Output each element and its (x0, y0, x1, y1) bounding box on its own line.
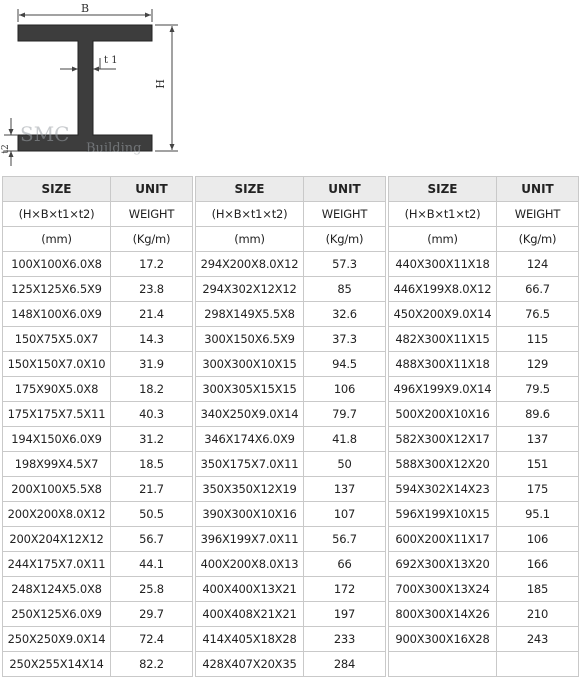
size-cell: 582X300X12X17 (389, 427, 497, 452)
weight-cell: 82.2 (111, 652, 193, 677)
unit-header: UNIT (304, 177, 386, 202)
weight-cell: 66 (304, 552, 386, 577)
size-cell: 446X199X8.0X12 (389, 277, 497, 302)
header-row-title (3, 177, 579, 202)
size-cell: 200X100X5.5X8 (3, 477, 111, 502)
weight-cell: 233 (304, 627, 386, 652)
size-cell: 200X204X12X12 (3, 527, 111, 552)
header-row-dims (3, 202, 579, 227)
weight-cell: 151 (497, 452, 579, 477)
table-row (3, 352, 579, 377)
size-cell: 600X200X11X17 (389, 527, 497, 552)
weight-cell: 85 (304, 277, 386, 302)
weight-cell: 76.5 (497, 302, 579, 327)
weight-cell: 50 (304, 452, 386, 477)
size-cell: 346X174X6.0X9 (196, 427, 304, 452)
size-cell: 248X124X5.0X8 (3, 577, 111, 602)
size-cell: 150X75X5.0X7 (3, 327, 111, 352)
t1-label: t 1 (104, 55, 118, 66)
weight-cell: 17.2 (111, 252, 193, 277)
t1-dim-arrow-left (72, 67, 78, 72)
size-cell: 300X300X10X15 (196, 352, 304, 377)
weight-cell: 107 (304, 502, 386, 527)
size-cell: 450X200X9.0X14 (389, 302, 497, 327)
table-row (3, 427, 579, 452)
weight-cell: 57.3 (304, 252, 386, 277)
weight-cell: 175 (497, 477, 579, 502)
table-row (3, 402, 579, 427)
weight-cell: 72.4 (111, 627, 193, 652)
weight-cell: 40.3 (111, 402, 193, 427)
kgm-header: (Kg/m) (497, 227, 579, 252)
size-cell: 200X200X8.0X12 (3, 502, 111, 527)
table-row (3, 252, 579, 277)
table-row (3, 602, 579, 627)
weight-cell: 137 (497, 427, 579, 452)
watermark-building: Building (86, 141, 142, 156)
size-cell: 198X99X4.5X7 (3, 452, 111, 477)
size-cell: 588X300X12X20 (389, 452, 497, 477)
weight-cell: 79.7 (304, 402, 386, 427)
size-cell (389, 652, 497, 677)
weight-cell: 31.9 (111, 352, 193, 377)
table-row (3, 277, 579, 302)
weight-cell: 56.7 (111, 527, 193, 552)
h-dim-arrow-bottom (170, 144, 175, 150)
size-cell: 482X300X11X15 (389, 327, 497, 352)
size-cell: 596X199X10X15 (389, 502, 497, 527)
header-row-units (3, 227, 579, 252)
size-cell: 250X125X6.0X9 (3, 602, 111, 627)
size-cell: 428X407X20X35 (196, 652, 304, 677)
weight-cell: 124 (497, 252, 579, 277)
weight-cell: 21.4 (111, 302, 193, 327)
h-beam-cross-section (0, 0, 579, 174)
h-dim-arrow-top (170, 26, 175, 32)
size-cell: 390X300X10X16 (196, 502, 304, 527)
size-cell: 350X175X7.0X11 (196, 452, 304, 477)
dims-header: (H×B×t1×t2) (389, 202, 497, 227)
weight-cell: 23.8 (111, 277, 193, 302)
table-row (3, 627, 579, 652)
weight-cell: 56.7 (304, 527, 386, 552)
size-cell: 125X125X6.5X9 (3, 277, 111, 302)
size-cell: 300X150X6.5X9 (196, 327, 304, 352)
weight-cell: 185 (497, 577, 579, 602)
weight-cell: 25.8 (111, 577, 193, 602)
weight-cell: 197 (304, 602, 386, 627)
watermark-smc: SMC (20, 122, 70, 146)
size-cell: 194X150X6.0X9 (3, 427, 111, 452)
size-cell: 414X405X18X28 (196, 627, 304, 652)
size-cell: 150X150X7.0X10 (3, 352, 111, 377)
weight-cell: 14.3 (111, 327, 193, 352)
t2-label: t2 (1, 144, 11, 154)
table-row (3, 377, 579, 402)
weight-cell: 106 (497, 527, 579, 552)
weight-header: WEIGHT (497, 202, 579, 227)
weight-cell: 94.5 (304, 352, 386, 377)
unit-header: UNIT (111, 177, 193, 202)
size-cell: 500X200X10X16 (389, 402, 497, 427)
weight-cell: 166 (497, 552, 579, 577)
mm-header: (mm) (3, 227, 111, 252)
dims-header: (H×B×t1×t2) (196, 202, 304, 227)
size-cell: 340X250X9.0X14 (196, 402, 304, 427)
t1-dim-arrow-right (93, 67, 99, 72)
weight-cell: 41.8 (304, 427, 386, 452)
table-row (3, 302, 579, 327)
weight-header: WEIGHT (304, 202, 386, 227)
b-dim-arrow-right (145, 13, 151, 18)
size-cell: 294X200X8.0X12 (196, 252, 304, 277)
table-row (3, 552, 579, 577)
weight-cell: 89.6 (497, 402, 579, 427)
weight-cell: 172 (304, 577, 386, 602)
weight-header: WEIGHT (111, 202, 193, 227)
weight-cell: 29.7 (111, 602, 193, 627)
b-label: B (80, 2, 90, 15)
size-header: SIZE (389, 177, 497, 202)
kgm-header: (Kg/m) (304, 227, 386, 252)
weight-cell: 106 (304, 377, 386, 402)
size-cell: 175X175X7.5X11 (3, 402, 111, 427)
size-cell: 396X199X7.0X11 (196, 527, 304, 552)
weight-cell: 115 (497, 327, 579, 352)
weight-cell: 243 (497, 627, 579, 652)
mm-header: (mm) (196, 227, 304, 252)
weight-cell: 79.5 (497, 377, 579, 402)
size-cell: 440X300X11X18 (389, 252, 497, 277)
size-cell: 692X300X13X20 (389, 552, 497, 577)
size-cell: 400X408X21X21 (196, 602, 304, 627)
size-header: SIZE (196, 177, 304, 202)
table-row (3, 502, 579, 527)
table-row (3, 652, 579, 677)
weight-cell: 18.5 (111, 452, 193, 477)
weight-cell: 32.6 (304, 302, 386, 327)
size-cell: 496X199X9.0X14 (389, 377, 497, 402)
weight-cell: 50.5 (111, 502, 193, 527)
table-row (3, 477, 579, 502)
b-dim-arrow-left (19, 13, 25, 18)
h-beam-diagram (0, 0, 579, 174)
weight-cell: 210 (497, 602, 579, 627)
weight-cell: 18.2 (111, 377, 193, 402)
weight-cell: 129 (497, 352, 579, 377)
dims-header: (H×B×t1×t2) (3, 202, 111, 227)
t2-dim-arrow-top (9, 129, 14, 135)
size-cell: 250X250X9.0X14 (3, 627, 111, 652)
table-row (3, 452, 579, 477)
size-cell: 100X100X6.0X8 (3, 252, 111, 277)
mm-header: (mm) (389, 227, 497, 252)
size-cell: 400X200X8.0X13 (196, 552, 304, 577)
weight-cell: 95.1 (497, 502, 579, 527)
kgm-header: (Kg/m) (111, 227, 193, 252)
size-cell: 300X305X15X15 (196, 377, 304, 402)
weight-cell: 66.7 (497, 277, 579, 302)
weight-cell (497, 652, 579, 677)
size-cell: 900X300X16X28 (389, 627, 497, 652)
size-cell: 594X302X14X23 (389, 477, 497, 502)
weight-cell: 21.7 (111, 477, 193, 502)
size-cell: 175X90X5.0X8 (3, 377, 111, 402)
weight-cell: 37.3 (304, 327, 386, 352)
size-cell: 148X100X6.0X9 (3, 302, 111, 327)
size-cell: 294X302X12X12 (196, 277, 304, 302)
size-cell: 250X255X14X14 (3, 652, 111, 677)
size-cell: 700X300X13X24 (389, 577, 497, 602)
size-cell: 400X400X13X21 (196, 577, 304, 602)
weight-cell: 137 (304, 477, 386, 502)
table-row (3, 577, 579, 602)
size-cell: 488X300X11X18 (389, 352, 497, 377)
size-cell: 350X350X12X19 (196, 477, 304, 502)
weight-cell: 44.1 (111, 552, 193, 577)
table-row (3, 327, 579, 352)
size-cell: 800X300X14X26 (389, 602, 497, 627)
weight-cell: 31.2 (111, 427, 193, 452)
size-cell: 244X175X7.0X11 (3, 552, 111, 577)
unit-header: UNIT (497, 177, 579, 202)
size-cell: 298X149X5.5X8 (196, 302, 304, 327)
table-row (3, 527, 579, 552)
weight-cell: 284 (304, 652, 386, 677)
h-label: H (154, 79, 167, 89)
h-beam-spec-table (2, 176, 579, 677)
size-header: SIZE (3, 177, 111, 202)
